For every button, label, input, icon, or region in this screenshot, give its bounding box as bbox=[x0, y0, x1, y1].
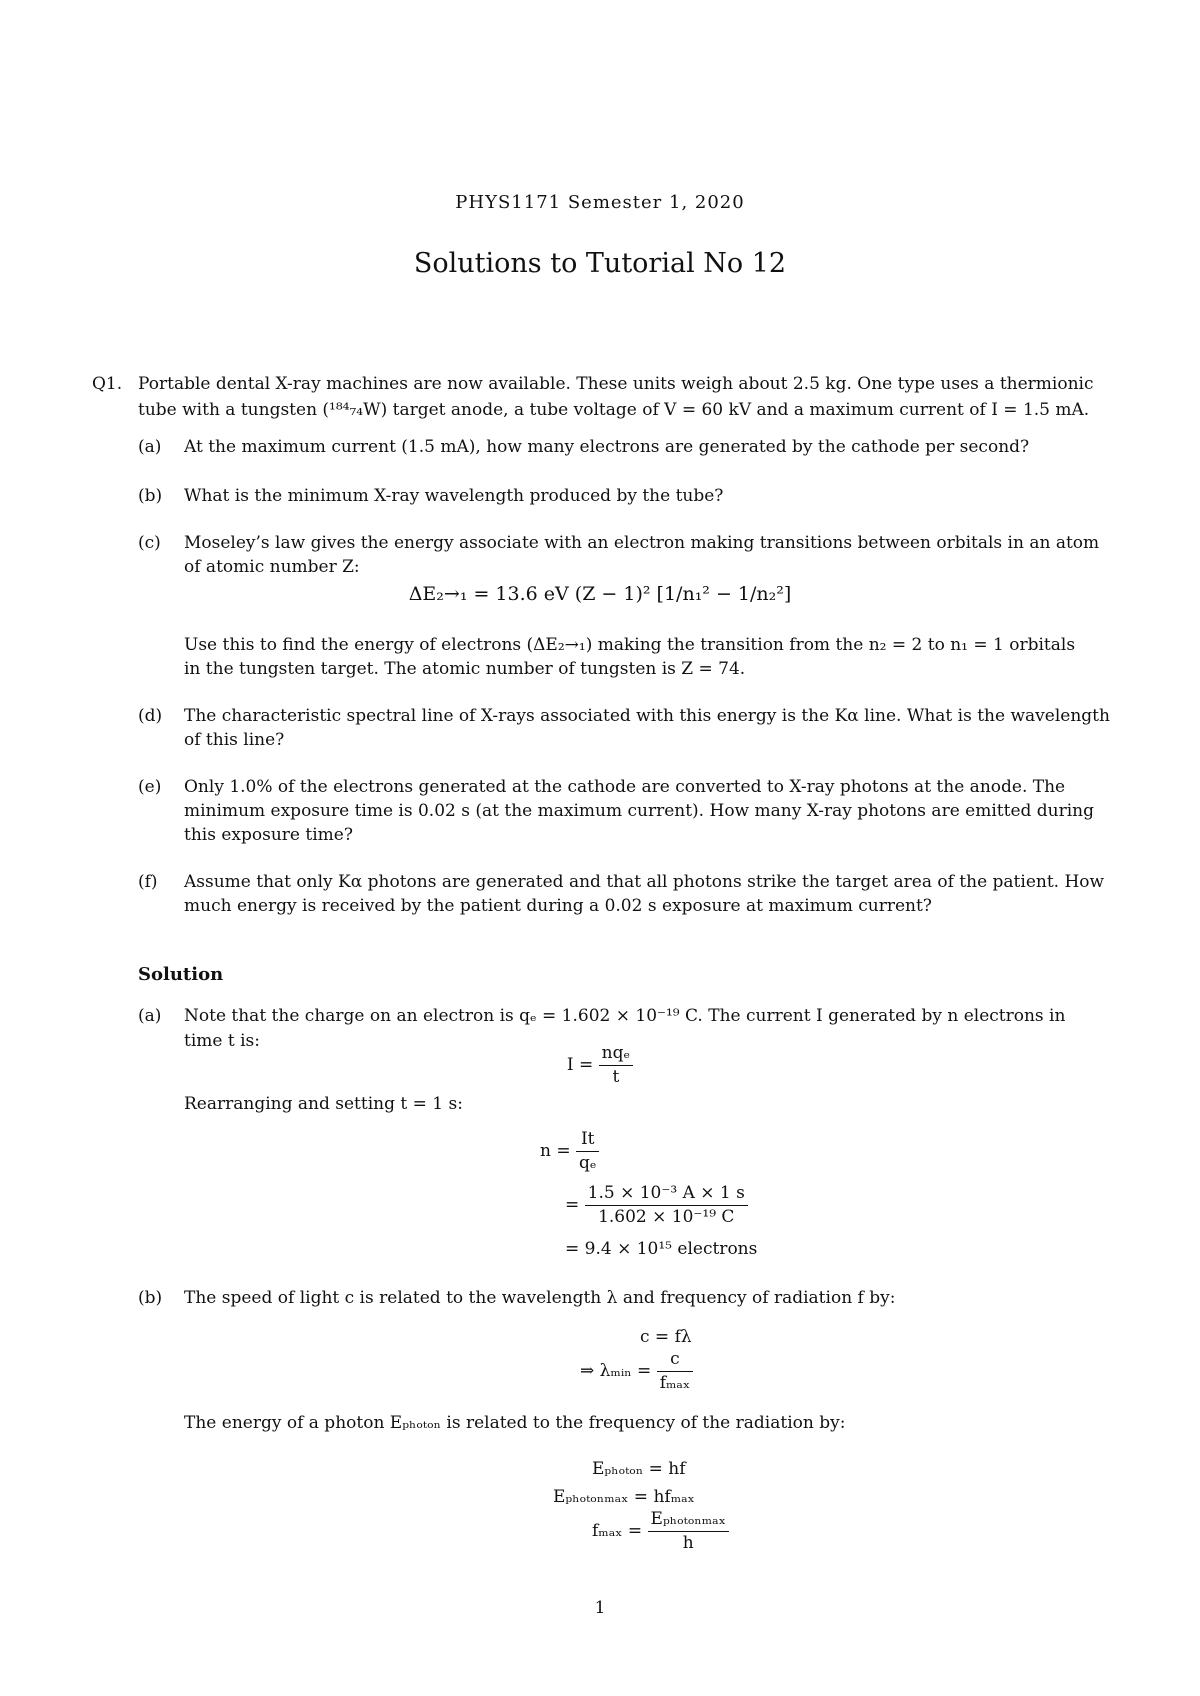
part-f-label: (f) bbox=[138, 872, 158, 892]
n-sub-equals: = bbox=[565, 1195, 580, 1215]
current-equation bbox=[0, 1042, 1200, 1089]
photon-max-energy-equation: Eₚₕₒₜₒₙₘₐₓ = hfₘₐₓ bbox=[553, 1487, 695, 1507]
part-f-line-2: much energy is received by the patient during a 0.02 s exposure at maximum current? bbox=[184, 896, 932, 916]
part-d-label: (d) bbox=[138, 706, 163, 726]
solution-a-line-1: Note that the charge on an electron is qₑ = 1.602 × 10⁻¹⁹ C. The current I generated by n electrons in bbox=[184, 1006, 1066, 1026]
part-e-label: (e) bbox=[138, 777, 162, 797]
n-sub-den: 1.602 × 10⁻¹⁹ C bbox=[598, 1207, 735, 1227]
rearrange-text: Rearranging and setting t = 1 s: bbox=[184, 1094, 463, 1114]
part-a-text: At the maximum current (1.5 mA), how many electrons are generated by the cathode per second? bbox=[184, 437, 1030, 457]
lambda-eq-lhs: ⇒ λₘᵢₙ = bbox=[580, 1361, 652, 1381]
part-b-label: (b) bbox=[138, 486, 163, 506]
lambda-eq-den: fₘₐₓ bbox=[659, 1373, 691, 1393]
fmax-eq-den: h bbox=[682, 1533, 694, 1553]
n-result: = 9.4 × 10¹⁵ electrons bbox=[565, 1239, 758, 1259]
solution-b-line-1: The speed of light c is related to the wavelength λ and frequency of radiation f by: bbox=[184, 1288, 896, 1308]
part-c-line-3: Use this to find the energy of electrons (ΔE₂→₁) making the transition from the n₂ = 2 to n₁ = 1 orbitals bbox=[184, 635, 1076, 655]
n-equation bbox=[540, 1128, 599, 1175]
solution-a-line-2: time t is: bbox=[184, 1031, 260, 1051]
part-d-line-2: of this line? bbox=[184, 730, 285, 750]
n-eq-num: It bbox=[576, 1128, 599, 1152]
fmax-equation bbox=[592, 1508, 729, 1555]
fmax-eq-fraction bbox=[648, 1508, 729, 1555]
part-c-line-4: in the tungsten target. The atomic number of tungsten is Z = 74. bbox=[184, 659, 746, 679]
lambda-min-equation bbox=[580, 1348, 693, 1395]
question-intro-line-1: Portable dental X-ray machines are now available. These units weigh about 2.5 kg. One type uses a thermionic bbox=[138, 374, 1094, 394]
question-intro-line-2: tube with a tungsten (¹⁸⁴₇₄W) target anode, a tube voltage of V = 60 kV and a maximum current of I = 1.5 mA. bbox=[138, 400, 1090, 420]
part-a-label: (a) bbox=[138, 437, 162, 457]
speed-of-light-equation: c = fλ bbox=[640, 1327, 692, 1347]
lambda-eq-fraction bbox=[657, 1348, 693, 1395]
part-c-line-1: Moseley’s law gives the energy associate with an electron making transitions between orbitals in an atom bbox=[184, 533, 1100, 553]
part-e-line-3: this exposure time? bbox=[184, 825, 353, 845]
fmax-eq-lhs: fₘₐₓ = bbox=[592, 1521, 643, 1541]
current-eq-lhs: I = bbox=[566, 1055, 594, 1075]
solution-b-line-2: The energy of a photon Eₚₕₒₜₒₙ is related to the frequency of the radiation by: bbox=[184, 1413, 846, 1433]
n-substitution bbox=[565, 1182, 748, 1229]
solution-a-label: (a) bbox=[138, 1006, 162, 1026]
solution-heading: Solution bbox=[138, 964, 224, 985]
n-eq-fraction bbox=[576, 1128, 599, 1175]
fmax-eq-num: Eₚₕₒₜₒₙₘₐₓ bbox=[648, 1508, 729, 1532]
solution-b-label: (b) bbox=[138, 1288, 163, 1308]
page-number: 1 bbox=[594, 1598, 606, 1618]
part-b-text: What is the minimum X-ray wavelength produced by the tube? bbox=[184, 486, 724, 506]
part-f-line-1: Assume that only Kα photons are generated and that all photons strike the target area of the patient. How bbox=[184, 872, 1105, 892]
lambda-eq-num: c bbox=[657, 1348, 693, 1372]
n-sub-num: 1.5 × 10⁻³ A × 1 s bbox=[585, 1182, 748, 1206]
part-c-line-2: of atomic number Z: bbox=[184, 557, 360, 577]
part-e-line-1: Only 1.0% of the electrons generated at the cathode are converted to X-ray photons at the anode. The bbox=[184, 777, 1066, 797]
current-eq-fraction bbox=[599, 1042, 633, 1089]
moseley-equation: ΔE₂→₁ = 13.6 eV (Z − 1)² [1/n₁² − 1/n₂²] bbox=[408, 583, 792, 605]
current-eq-den: t bbox=[612, 1067, 620, 1087]
part-c-label: (c) bbox=[138, 533, 161, 553]
part-e-line-2: minimum exposure time is 0.02 s (at the maximum current). How many X-ray photons are emitted during bbox=[184, 801, 1095, 821]
question-label: Q1. bbox=[92, 374, 123, 394]
photon-energy-equation: Eₚₕₒₜₒₙ = hf bbox=[592, 1459, 686, 1479]
n-eq-den: qₑ bbox=[579, 1153, 597, 1173]
current-eq-num: nqₑ bbox=[599, 1042, 633, 1066]
page-title: Solutions to Tutorial No 12 bbox=[413, 248, 787, 279]
course-header: PHYS1171 Semester 1, 2020 bbox=[455, 192, 745, 213]
part-d-line-1: The characteristic spectral line of X-rays associated with this energy is the Kα line. What is the wavelength bbox=[184, 706, 1110, 726]
n-eq-lhs: n = bbox=[540, 1141, 571, 1161]
n-sub-fraction bbox=[585, 1182, 748, 1229]
